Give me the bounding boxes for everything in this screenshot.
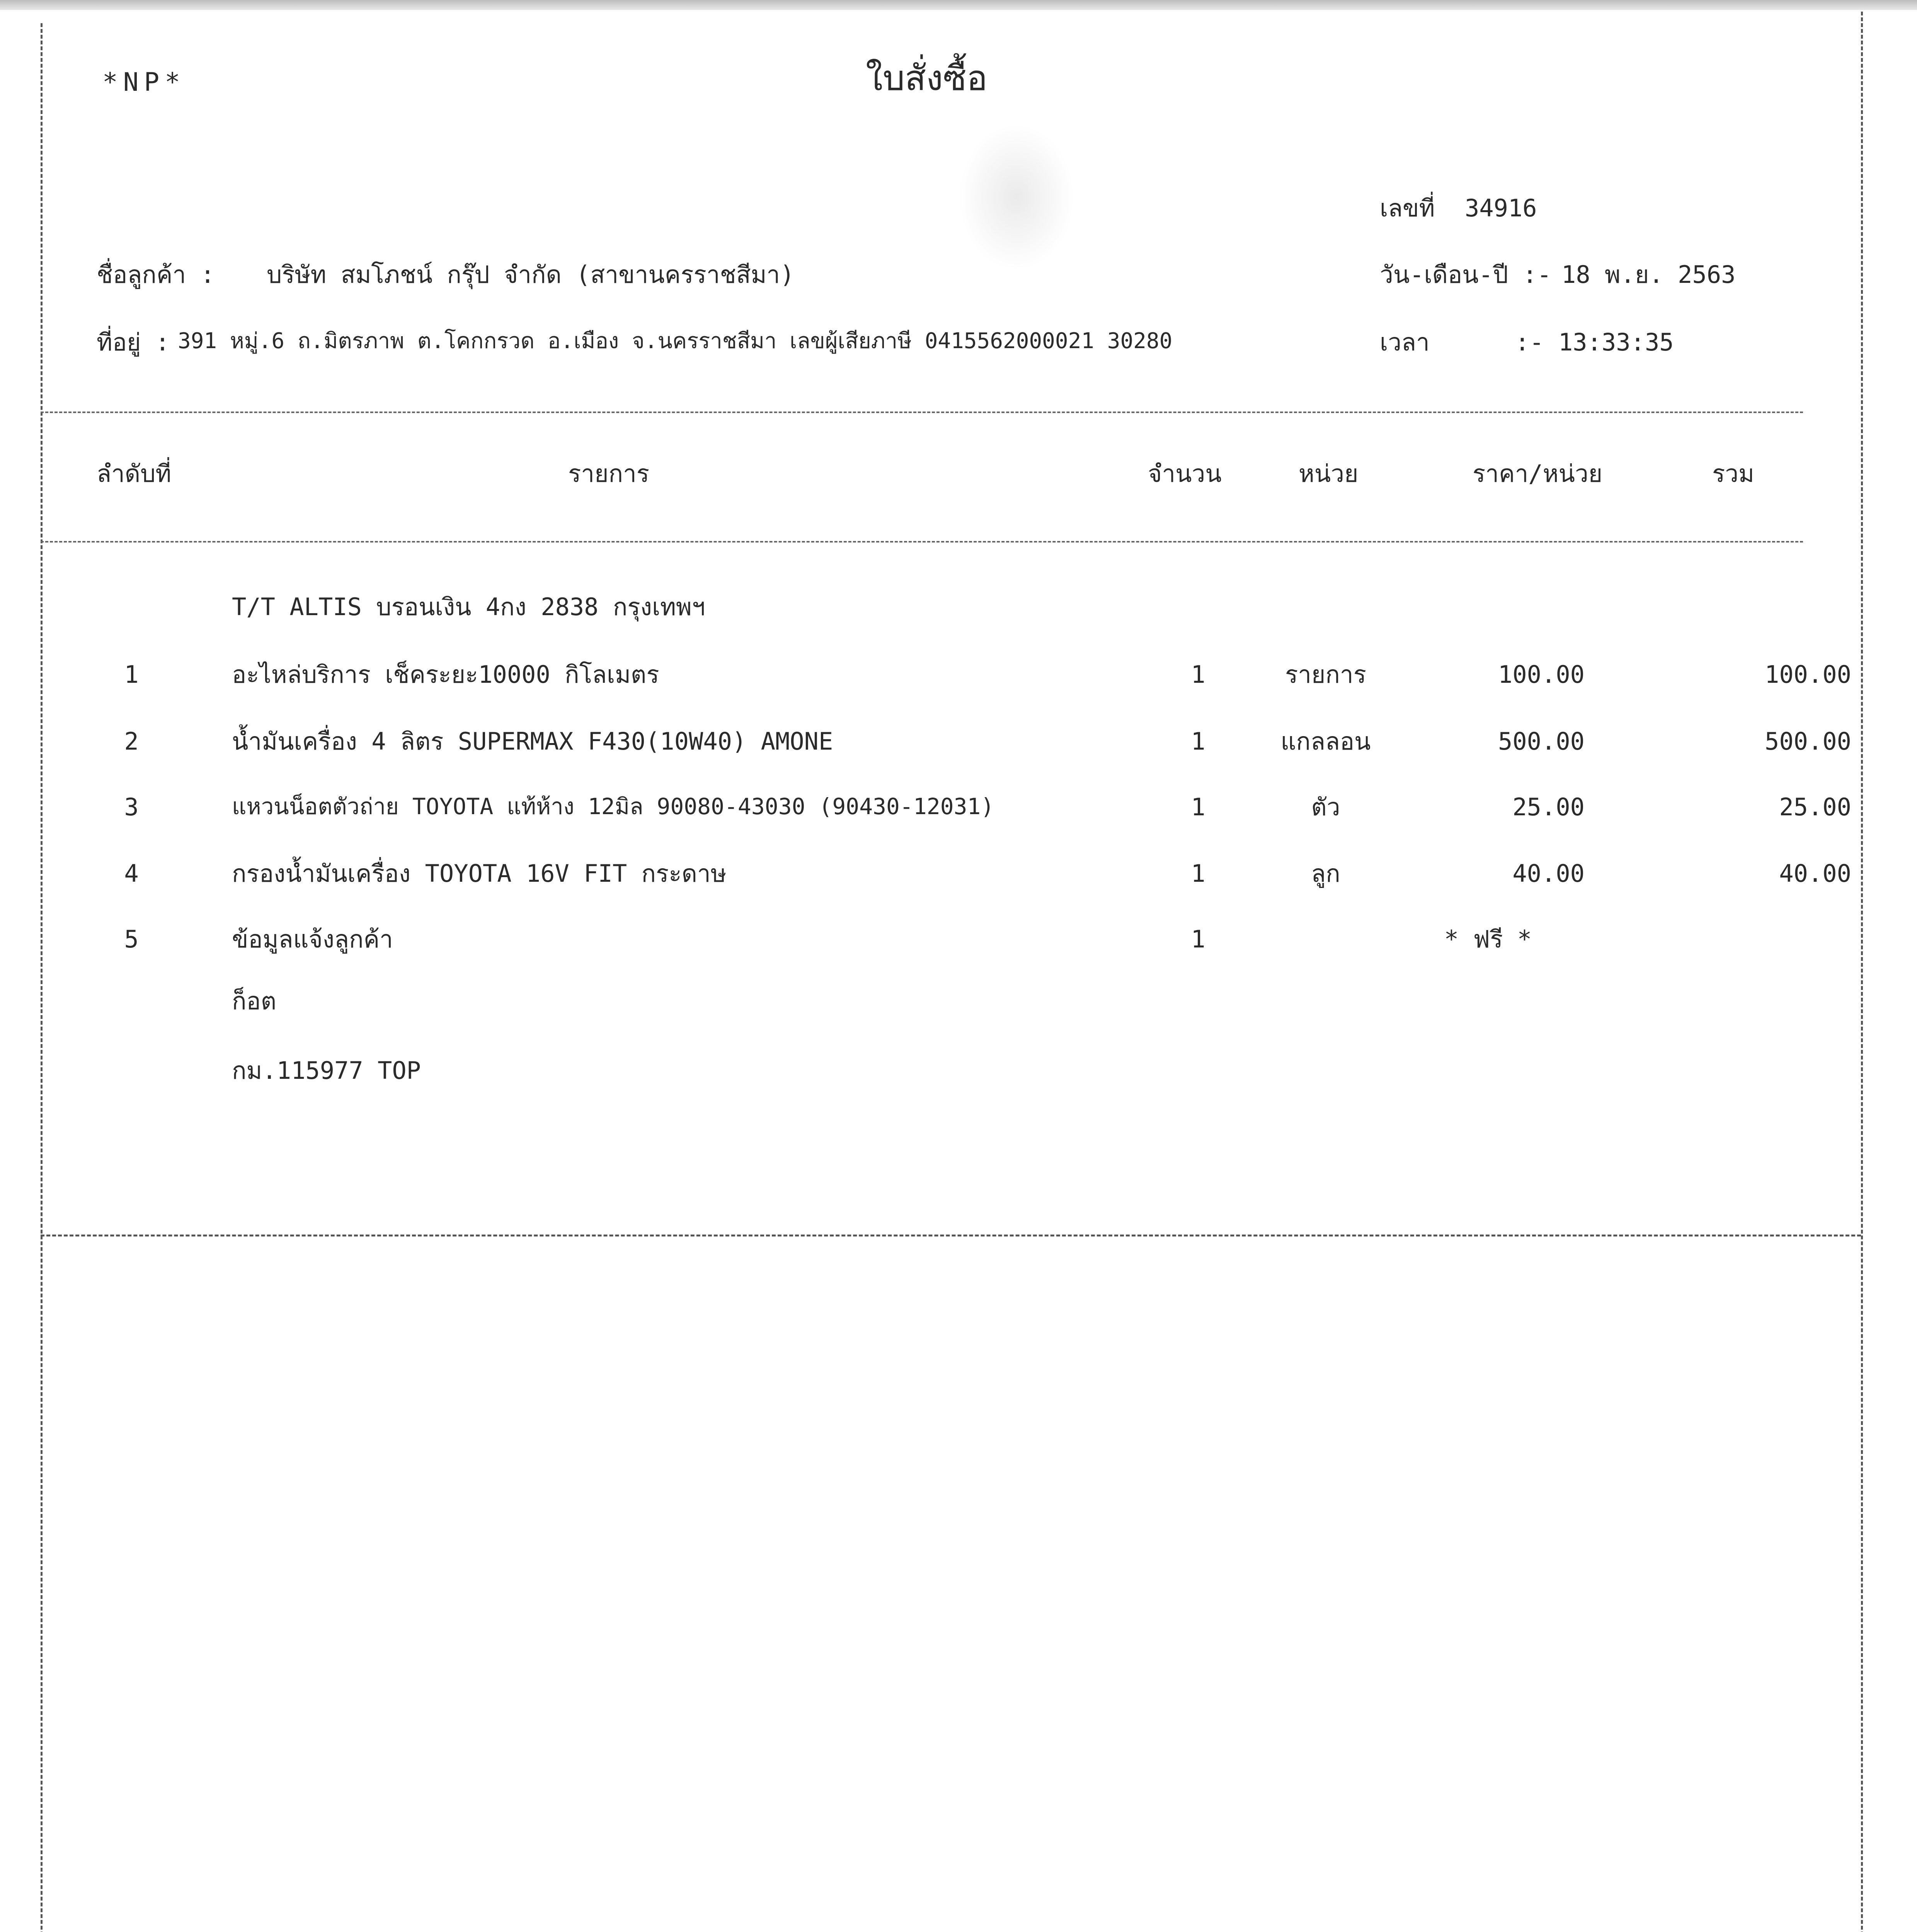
row-total: 500.00 — [1765, 727, 1851, 755]
vehicle-line: T/T ALTIS บรอนเงิน 4กง 2838 กรุงเทพฯ — [232, 593, 705, 621]
date-label: วัน-เดือน-ปี :- — [1380, 260, 1552, 289]
left-border — [41, 23, 43, 1932]
header-rule-top — [41, 412, 1803, 413]
row-qty: 1 — [1191, 727, 1205, 755]
address-label: ที่อยู่ : — [97, 328, 170, 356]
row-item: อะไหล่บริการ เช็คระยะ10000 กิโลเมตร — [232, 660, 659, 689]
row-item: น้ำมันเครื่อง 4 ลิตร SUPERMAX F430(10W40) AMONE — [232, 727, 833, 755]
col-header-total: รวม — [1712, 459, 1754, 488]
address-value: 391 หมู่.6 ถ.มิตรภาพ ต.โคกกรวด อ.เมือง จ.นครราชสีมา เลขผู้เสียภาษี 0415562000021 30280 — [178, 328, 1173, 354]
col-header-unit: หน่วย — [1299, 459, 1359, 488]
row-total: 25.00 — [1779, 793, 1851, 821]
note-line-2: กม.115977 TOP — [232, 1056, 421, 1085]
customer-label: ชื่อลูกค้า : — [97, 260, 215, 289]
row-price: 25.00 — [1512, 793, 1585, 821]
row-qty: 1 — [1191, 925, 1205, 953]
row-no: 3 — [124, 793, 139, 821]
row-total: 40.00 — [1779, 859, 1851, 888]
scan-edge-top — [0, 0, 1917, 10]
row-unit: ลูก — [1311, 859, 1340, 888]
col-header-no: ลำดับที่ — [97, 459, 172, 488]
row-no: 1 — [124, 660, 139, 689]
row-item: แหวนน็อตตัวถ่าย TOYOTA แท้ห้าง 12มิล 90080-43030 (90430-12031) — [232, 793, 994, 820]
row-no: 5 — [124, 925, 139, 953]
col-header-qty: จำนวน — [1148, 459, 1222, 488]
row-unit: รายการ — [1285, 660, 1367, 689]
row-unit: ตัว — [1311, 793, 1340, 821]
row-unit: แกลลอน — [1280, 727, 1371, 755]
row-item: ข้อมูลแจ้งลูกค้า — [232, 925, 393, 953]
row-price: 40.00 — [1512, 859, 1585, 888]
row-price-free: * ฟรี * — [1444, 925, 1532, 953]
page-title: ใบสั่งซื้อ — [866, 58, 988, 99]
scan-smudge — [958, 124, 1074, 270]
row-qty: 1 — [1191, 793, 1205, 821]
note-line-1: ก็อต — [232, 987, 277, 1015]
customer-name: บริษัท สมโภชน์ กรุ๊ป จำกัด (สาขานครราชสีมา) — [267, 260, 795, 289]
time-value: :- 13:33:35 — [1515, 328, 1674, 356]
row-price: 500.00 — [1498, 727, 1585, 755]
col-header-price: ราคา/หน่วย — [1473, 459, 1603, 488]
header-rule-bottom — [41, 541, 1803, 543]
row-qty: 1 — [1191, 859, 1205, 888]
date-value: 18 พ.ย. 2563 — [1561, 260, 1736, 289]
row-qty: 1 — [1191, 660, 1205, 689]
row-total: 100.00 — [1765, 660, 1851, 689]
row-no: 4 — [124, 859, 139, 888]
row-no: 2 — [124, 727, 139, 755]
doc-code: *NP* — [102, 67, 186, 97]
row-item: กรองน้ำมันเครื่อง TOYOTA 16V FIT กระดาษ — [232, 859, 727, 888]
row-price: 100.00 — [1498, 660, 1585, 689]
number-label: เลขที่ — [1380, 194, 1435, 222]
items-end-rule — [41, 1235, 1861, 1236]
time-label: เวลา — [1380, 328, 1430, 356]
col-header-item: รายการ — [568, 459, 650, 488]
number-value: 34916 — [1465, 194, 1537, 222]
right-border — [1861, 12, 1863, 1932]
